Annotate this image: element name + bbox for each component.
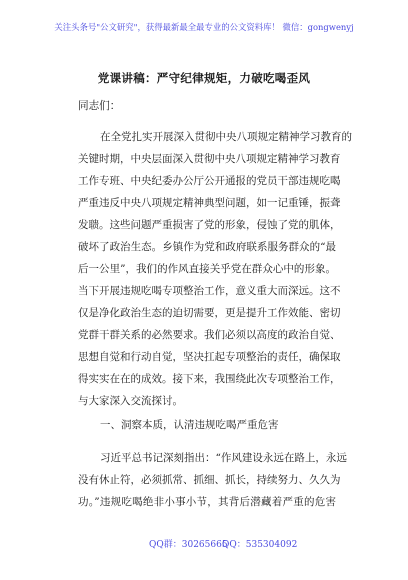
paragraph-line: 关键时期，中央层面深入贯彻中央八项规定精神学习教育 bbox=[78, 153, 341, 165]
paragraph-line: 仅是净化政治生态的迫切需要，更是提升工作效能、密切 bbox=[78, 307, 341, 319]
paragraph-line: 在全党扎实开展深入贯彻中央八项规定精神学习教育的 bbox=[100, 131, 352, 143]
paragraph-line: 后一公里”，我们的作风直接关乎党在群众心中的形象。 bbox=[78, 263, 336, 275]
greeting: 同志们： bbox=[78, 100, 121, 112]
paragraph-line: 工作专班、中央纪委办公厅公开通报的党员干部违规吃喝 bbox=[78, 175, 341, 187]
section-heading: 一、洞察本质，认清违规吃喝严重危害 bbox=[100, 419, 279, 431]
paragraph-line: 与大家深入交流探讨。 bbox=[78, 395, 183, 407]
paragraph-line: 没有休止符，必须抓常、抓细、抓长，持续努力、久久为 bbox=[78, 474, 341, 486]
paragraph-line: 当下开展违规吃喝专项整治工作，意义重大而深远。这不 bbox=[78, 285, 341, 297]
footer-qq-group: QQ群：30265665 bbox=[149, 540, 228, 550]
footer-qq-number: QQ：535304092 bbox=[222, 540, 298, 550]
paragraph-line: 发聩。这些问题严重损害了党的形象，侵蚀了党的肌体， bbox=[78, 219, 341, 231]
document-title: 党课讲稿：严守纪律规矩，力破吃喝歪风 bbox=[97, 71, 311, 85]
paragraph-line: 功。”违规吃喝绝非小事小节，其背后潜藏着严重的危害 bbox=[78, 496, 336, 508]
paragraph-line: 严重违反中央八项规定精神典型问题，如一记重锤，振聋 bbox=[78, 197, 341, 209]
paragraph-line: 思想自觉和行动自觉，坚决扛起专项整治的责任，确保取 bbox=[78, 351, 341, 363]
paragraph-line: 破坏了政治生态。乡镇作为党和政府联系服务群众的“最 bbox=[78, 241, 336, 253]
paragraph-line: 得实实在在的成效。接下来，我围绕此次专项整治工作， bbox=[78, 373, 341, 385]
header-promo-note: 关注头条号"公文研究"，获得最新最全最专业的公文资料库！ 微信：gongwenyj bbox=[54, 22, 354, 32]
paragraph-line: 党群干群关系的必然要求。我们必须以高度的政治自觉、 bbox=[78, 329, 341, 341]
paragraph-line: 习近平总书记深刻指出：“作风建设永远在路上，永远 bbox=[100, 452, 347, 464]
